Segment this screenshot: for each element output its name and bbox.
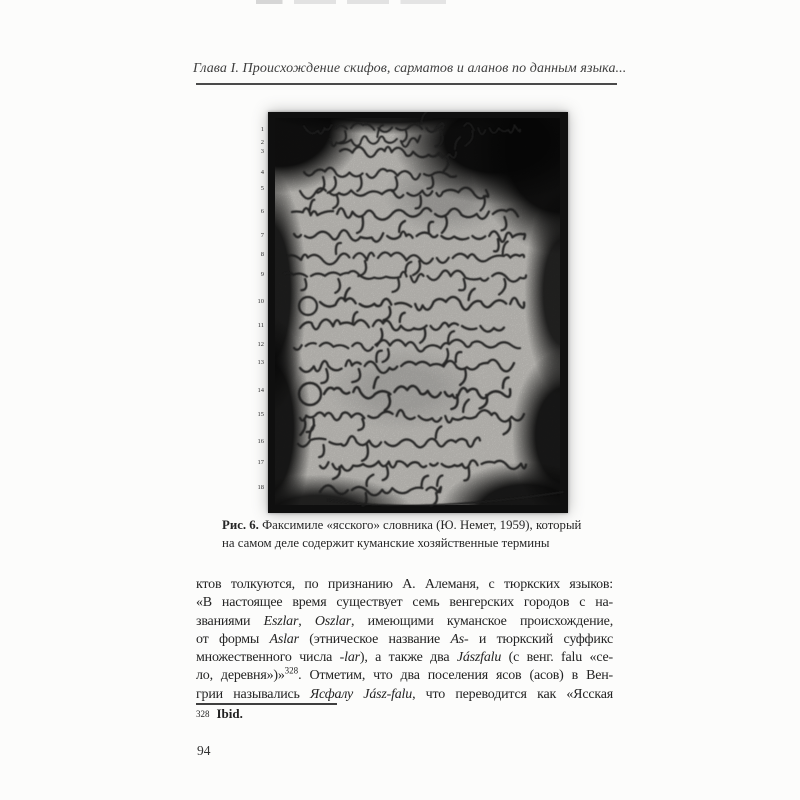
body-text-line [196,613,613,631]
footnote [196,706,243,722]
body-segment-italic: As- [450,631,469,647]
figure-caption [222,517,614,552]
body-segment: и тюркский суффикс [468,631,613,647]
manuscript-line-number: 15 [257,411,264,418]
body-segment: ), а также два [359,650,457,666]
body-segment: , что переводится как «Ясская [412,686,613,702]
manuscript-line-number: 13 [257,359,264,366]
figure-caption-line1: Факсимиле «ясского» словника (Ю. Немет, 1959), который [258,518,582,532]
manuscript-line-number: 12 [257,341,264,348]
body-text-line [196,576,613,594]
body-text-line [196,631,613,649]
body-segment-italic: Jászfalu [456,650,502,666]
manuscript-line-number: 9 [260,271,264,278]
body-segment: от формы [196,631,270,647]
manuscript-line-number: 17 [257,459,264,466]
body-segment: «В настоящее время существует семь венгерских городов с на- [196,595,613,611]
manuscript-line-number: 3 [260,148,264,155]
manuscript-line-number: 6 [260,208,264,215]
manuscript-line-number: 10 [257,298,264,305]
manuscript-line-number: 14 [257,387,264,394]
body-text [196,576,613,704]
header-rule [196,83,617,85]
body-text-line [196,686,613,704]
footnote-text: Ibid. [216,706,243,721]
footnote-marker: 328 [196,709,210,719]
running-header-text: Глава I. Происхождение скифов, сарматов и аланов по данным языка... [193,61,627,76]
body-segment: множественного числа [196,650,340,666]
body-segment: званиями [196,613,264,629]
footnote-reference: 328 [284,665,299,676]
figure-caption-line2: на самом деле содержит куманские хозяйственные термины [222,535,550,550]
body-text-line [196,649,613,667]
body-text-line [196,667,613,685]
body-segment: (этническое название [298,631,451,647]
body-segment: . Отметим, что два поселения ясов (асов) в Вен- [298,668,613,684]
manuscript-facsimile-image [268,112,568,513]
running-header [193,61,627,77]
manuscript-line-number: 4 [260,169,264,176]
manuscript-line-number: 8 [260,251,264,258]
body-text-line [196,594,613,612]
footnote-rule [196,703,337,705]
manuscript-line-number: 2 [260,139,264,146]
manuscript-line-numbers [250,112,264,513]
manuscript-line-number: 5 [260,185,264,192]
body-segment-italic: Eszlar [263,613,299,629]
body-segment-italic: Ясфалу Jász-falu [310,686,413,702]
body-segment-italic: Aslar [269,631,299,647]
manuscript-line-number: 16 [257,438,264,445]
body-segment: (с венг. falu «се- [501,650,613,666]
scan-artifact-top [256,0,446,4]
manuscript-line-number: 1 [260,126,264,133]
manuscript-line-number: 11 [257,322,264,329]
figure-caption-label: Рис. 6. [222,518,259,532]
manuscript-handwriting-image [268,112,568,513]
body-segment: ло, деревня»)» [196,668,285,684]
body-segment-italic: Oszlar [314,613,351,629]
body-segment: , имеющими куманское происхождение, [350,613,613,629]
body-segment: , [298,613,315,629]
body-segment-italic: -lar [339,650,360,666]
page-number: 94 [197,743,211,758]
manuscript-line-number: 18 [257,484,264,491]
manuscript-line-number: 7 [260,232,264,239]
body-segment: грии назывались [196,686,311,702]
body-segment: ктов толкуются, по признанию А. Алеманя, с тюркских языков: [196,577,613,592]
